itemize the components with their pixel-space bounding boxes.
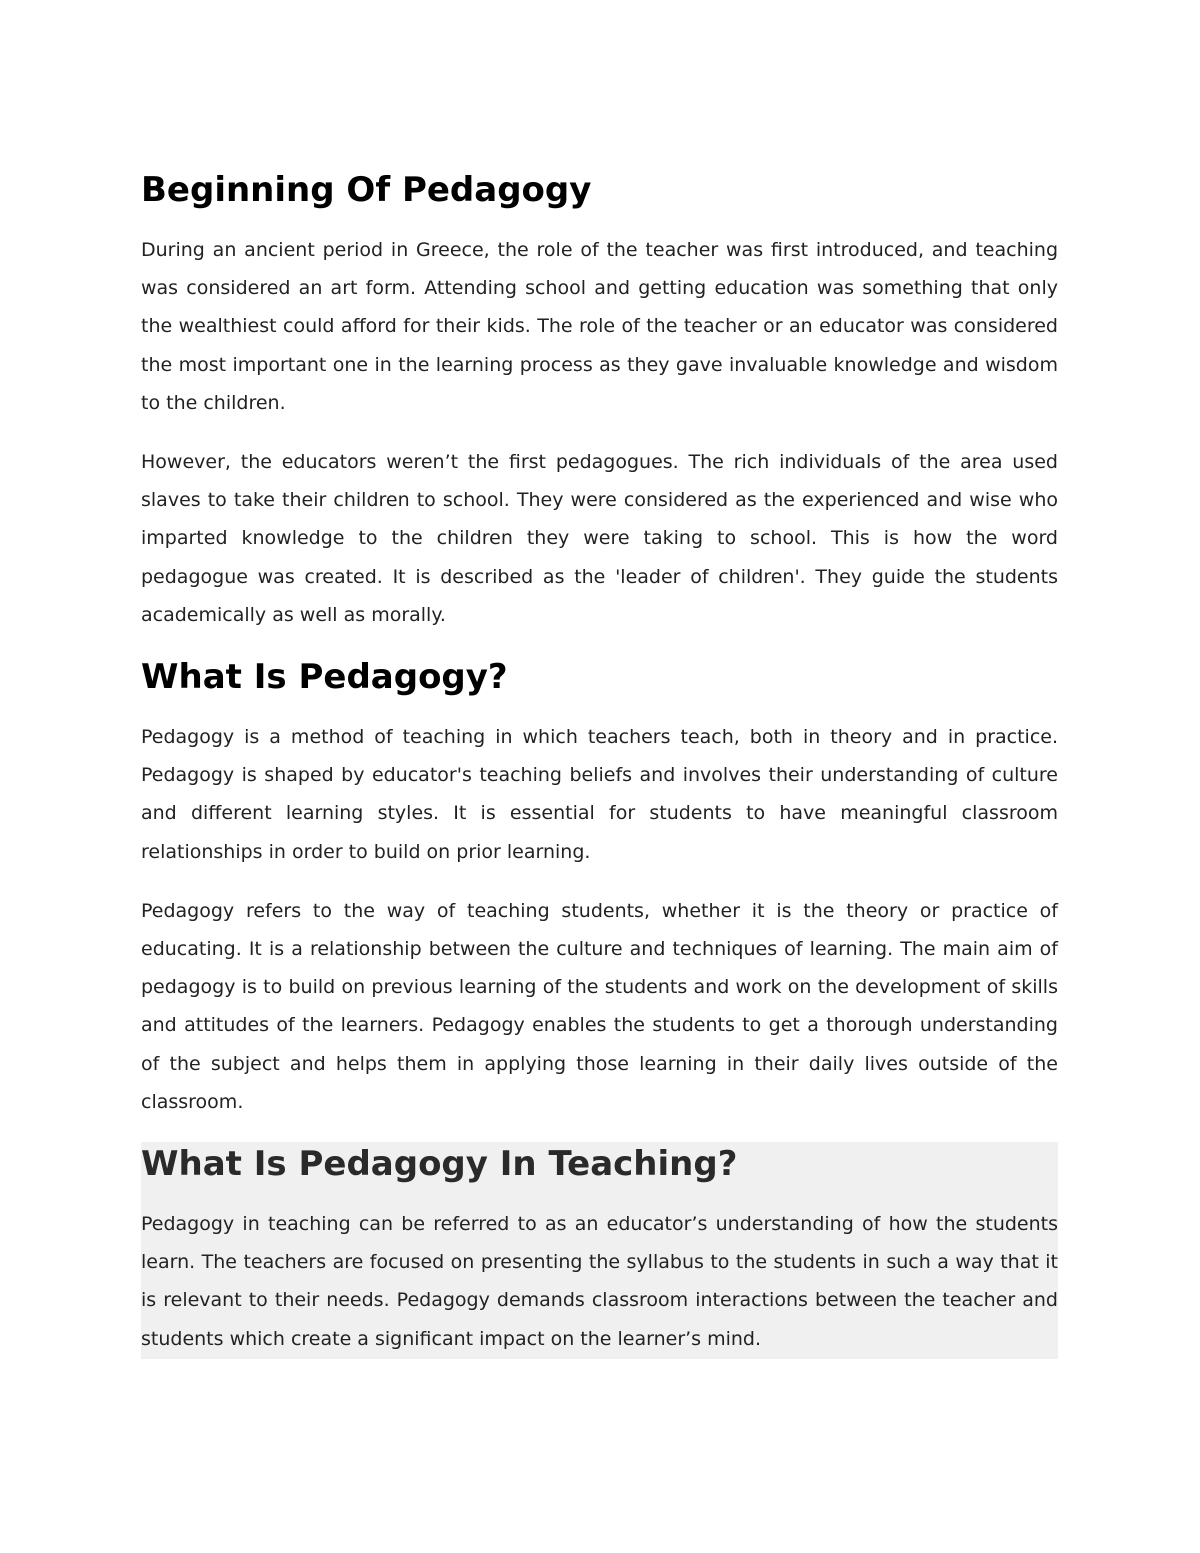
section-heading: What Is Pedagogy? bbox=[141, 657, 508, 698]
section-beginning-of-pedagogy bbox=[141, 168, 1058, 634]
section-heading: What Is Pedagogy In Teaching? bbox=[141, 1144, 738, 1185]
paragraph: Pedagogy refers to the way of teaching students, whether it is the theory or practice of educating. It is a relationship between the culture and techniques of learning. The main aim of pedagogy is to build on previous learning of the students and work on the development of skills and attitudes of the learners. Pedagogy enables the students to get a thorough understanding of the subject and helps them in applying those learning in their daily lives outside of the classroom. bbox=[141, 899, 1058, 1113]
document-body bbox=[141, 168, 1058, 1359]
paragraph: However, the educators weren’t the first pedagogues. The rich individuals of the area used slaves to take their children to school. They were considered as the experienced and wise who imparted knowledge to the children they were taking to school. This is how the word pedagogue was created. It is described as the 'leader of children'. They guide the students academically as well as morally. bbox=[141, 451, 1058, 626]
section-heading: Beginning Of Pedagogy bbox=[141, 170, 592, 210]
paragraph: During an ancient period in Greece, the role of the teacher was first introduced, and teaching was considered an art form. Attending school and getting education was something that only the wealthiest could afford for their kids. The role of the teacher or an educator was considered the most important one in the learning process as they gave invaluable knowledge and wisdom to the children. bbox=[141, 239, 1058, 414]
paragraph: Pedagogy in teaching can be referred to as an educator’s understanding of how the students learn. The teachers are focused on presenting the syllabus to the students in such a way that it is relevant to their needs. Pedagogy demands classroom interactions between the teacher and students which create a significant impact on the learner’s mind. bbox=[141, 1213, 1058, 1350]
section-pedagogy-in-teaching bbox=[141, 1142, 1058, 1359]
section-what-is-pedagogy bbox=[141, 655, 1058, 1121]
paragraph: Pedagogy is a method of teaching in which teachers teach, both in theory and in practice. Pedagogy is shaped by educator's teaching beliefs and involves their understanding of culture and different learning styles. It is essential for students to have meaningful classroom relationships in order to build on prior learning. bbox=[141, 726, 1058, 863]
